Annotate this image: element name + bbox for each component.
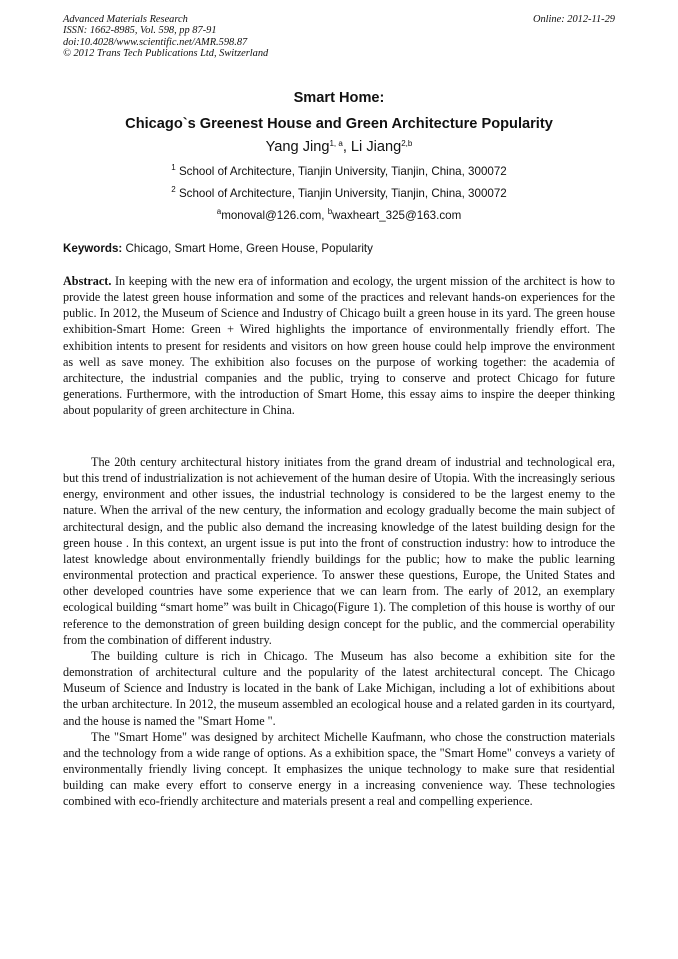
body-paragraph-2: The building culture is rich in Chicago. The Museum has also become a exhibition site for the demonstration of architectural culture and the popularity of the latest architectural concept. The Chicago Museum of Science and Industry is located in the bank of Lake Michigan, including a lot of exhibitions about the urban architecture. In 2012, the museum assembled an ecological house and a related garden in its courtyard, and the house is named the "Smart Home ". <box>63 648 615 728</box>
copyright-line: © 2012 Trans Tech Publications Ltd, Switzerland <box>63 48 269 60</box>
email-b-sup: b <box>327 207 333 216</box>
doi-line: doi:10.4028/www.scientific.net/AMR.598.87 <box>63 36 248 48</box>
keywords-label: Keywords: <box>63 242 123 255</box>
affiliation-1-sup: 1 <box>171 163 176 172</box>
journal-name: Advanced Materials Research <box>63 14 188 25</box>
journal-header <box>63 14 615 60</box>
authors-line <box>63 138 615 156</box>
author-2-name: Li Jiang <box>350 139 402 155</box>
abstract <box>63 273 615 418</box>
email-a: monoval@126.com, <box>221 209 328 222</box>
affiliation-2-sup: 2 <box>171 185 176 194</box>
email-a-sup: a <box>216 207 222 216</box>
affiliation-2-text: School of Architecture, Tianjin University, Tianjin, China, 300072 <box>178 187 507 200</box>
email-b: waxheart_325@163.com <box>332 209 462 222</box>
online-date: Online: 2012-11-29 <box>532 14 615 25</box>
author-1-sup: 1, a <box>329 139 343 148</box>
keywords <box>63 242 615 256</box>
author-1-name: Yang Jing <box>265 139 330 155</box>
emails-line <box>63 209 615 223</box>
author-separator: , <box>342 139 351 155</box>
body-paragraph-1: The 20th century architectural history initiates from the grand dream of industrial and technological era, but this trend of industrialization is not achievement of the human desire of Utopia. With the increasingly serious energy, environment and other issues, the industrial technology is considered to be the largest enemy to the nature. When the arrival of the new century, the information and ecology gradually become the main subject of architectural design, and the public also demand the increasing knowledge of the latest building design for the green house . In this context, an urgent issue is put into the front of construction industry: how to introduce the latest knowledge about environmentally friendly buildings for the public; how to make the public learning environmental protection and practical experience. To answer these questions, Europe, the United States and other developed countries have some experience that we can learn from. The early of 2012, an exemplary ecological building “smart home” was built in Chicago(Figure 1). The completion of this house is worthy of our reference to the demonstration of green building design concept for the public, and the commercial operability from the combination of different industry. <box>63 455 615 647</box>
issn-line: ISSN: 1662-8985, Vol. 598, pp 87-91 <box>63 25 217 37</box>
body-paragraph-3: The "Smart Home" was designed by architect Michelle Kaufmann, who chose the construction materials and the technology from a wide range of options. As a exhibition space, the "Smart Home" conveys a variety of environmentally friendly living concept. It emphasizes the unique technology to make sure that residential building can make every effort to conserve energy in a increasing convenience way. These technologies combined with eco-friendly architecture and materials present a real and compelling experience. <box>63 729 615 809</box>
author-2-sup: 2,b <box>401 139 413 148</box>
affiliation-1 <box>63 165 615 179</box>
title-block <box>63 89 615 223</box>
keywords-text: Chicago, Smart Home, Green House, Popularity <box>122 242 373 255</box>
abstract-label: Abstract. <box>63 274 112 288</box>
body-text <box>63 454 615 809</box>
affiliation-2 <box>63 187 615 201</box>
affiliation-1-text: School of Architecture, Tianjin University, Tianjin, China, 300072 <box>178 165 507 178</box>
paper-title-line2: Chicago`s Greenest House and Green Architecture Popularity <box>125 116 553 132</box>
abstract-text: In keeping with the new era of information and ecology, the urgent mission of the architect is how to provide the latest green house information and some of the practices and relevant hands-on experiences for the public. In 2012, the Museum of Science and Industry of Chicago built a green house in its yard. The green house exhibition-Smart Home: Green + Wired highlights the importance of environmentally friendly effort. The exhibition intents to present for residents and visitors on how green house could help improve the environment as well as save money. The exhibition also focuses on the purpose of working together: the academia of architecture, the industrial companies and the public, trying to conserve and protect Chicago for future generations. Furthermore, with the introduction of Smart Home, this essay aims to inspire the deeper thinking about popularity of green architecture in China. <box>63 274 615 418</box>
paper-title-line1: Smart Home: <box>293 90 385 106</box>
